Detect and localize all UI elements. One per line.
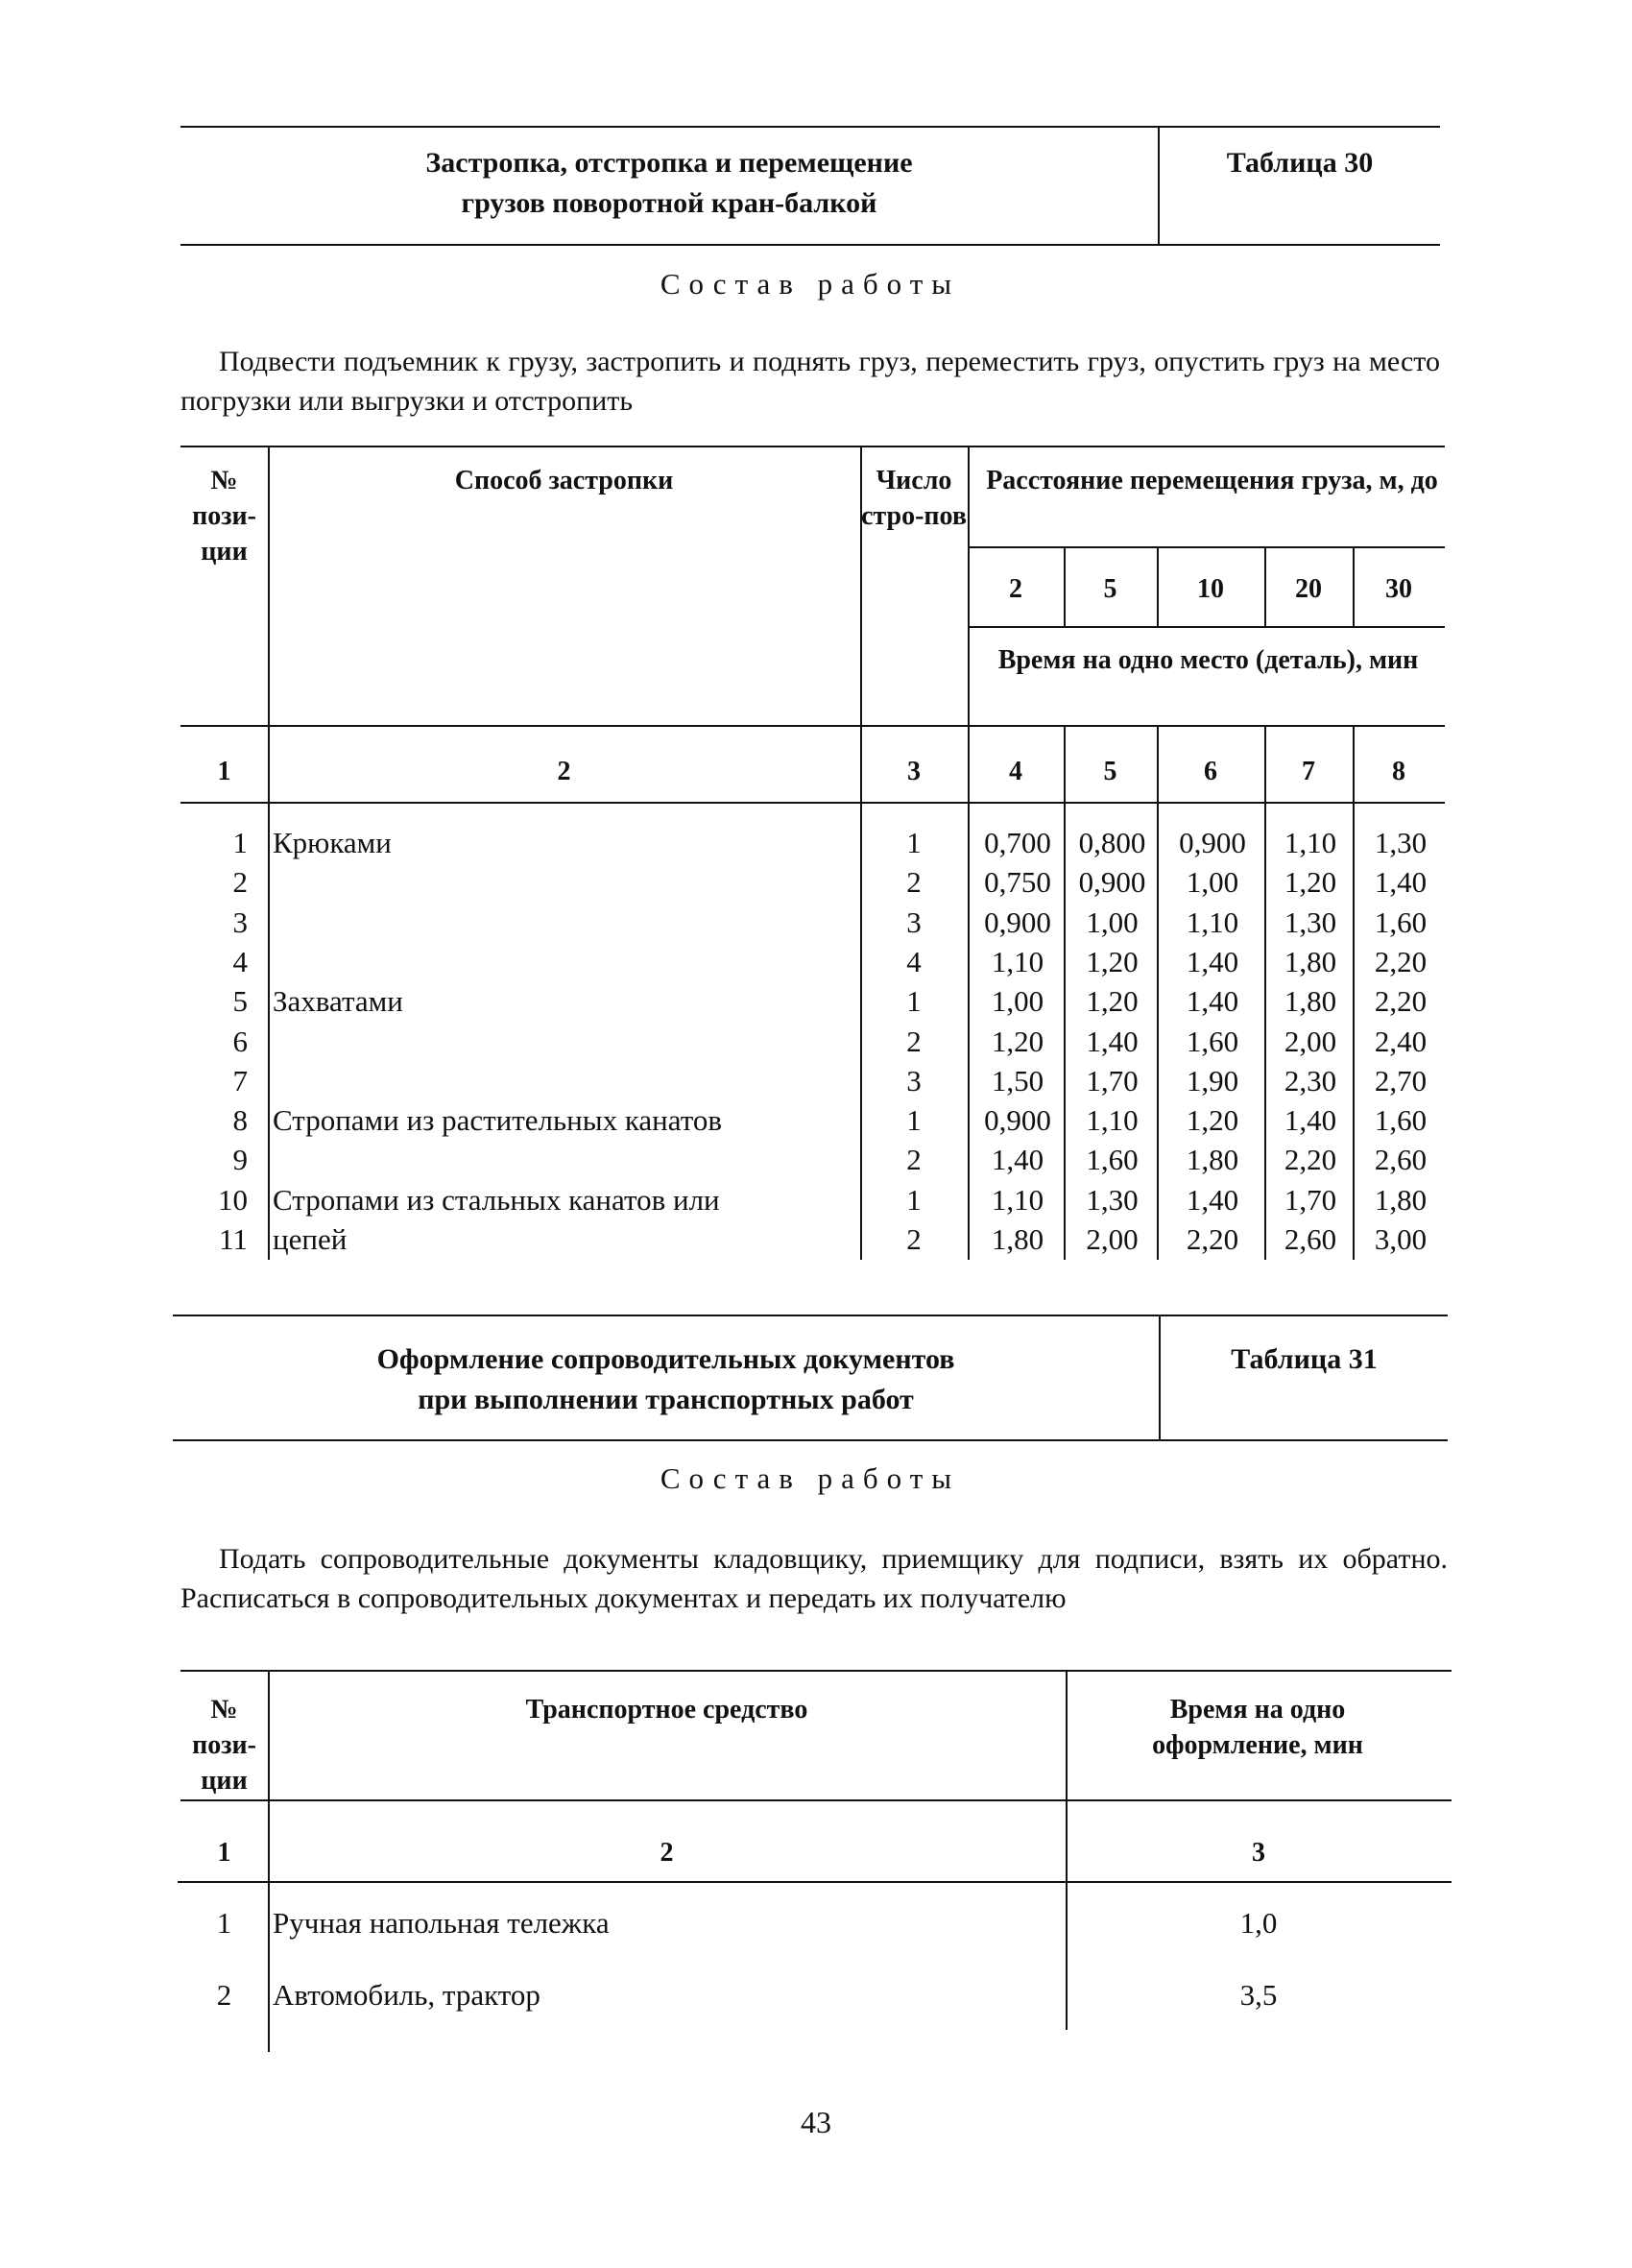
row-number: 9	[232, 1143, 248, 1177]
row-value: 1,70	[1284, 1182, 1337, 1217]
header-distance: Расстояние перемещения груза, м, до	[986, 466, 1438, 495]
row-value: 1,90	[1186, 1063, 1239, 1098]
row-method: Крюками	[273, 826, 392, 859]
row-number: 4	[232, 944, 248, 978]
row-value: 0,900	[984, 1103, 1051, 1138]
row-value: 1,80	[991, 1222, 1044, 1256]
column-number: 1	[217, 1838, 231, 1868]
row-vehicle: Ручная напольная тележка	[273, 1906, 610, 1940]
row-value: 1,30	[1284, 905, 1337, 939]
row-number: 7	[232, 1063, 248, 1098]
row-value: 0,900	[984, 905, 1051, 939]
row-slings: 3	[906, 905, 922, 939]
row-value: 2,20	[1186, 1222, 1239, 1256]
table30-section-heading: Состав работы	[660, 267, 961, 301]
row-value: 1,00	[1086, 905, 1139, 939]
table-rule	[180, 1799, 1452, 1801]
row-time: 3,5	[1239, 1978, 1278, 2012]
header-position: № пози-ции	[192, 466, 256, 567]
row-vehicle: Автомобиль, трактор	[273, 1978, 540, 2012]
row-time: 1,0	[1239, 1906, 1278, 1940]
row-value: 1,20	[1186, 1103, 1239, 1138]
header-distance-value: 2	[1009, 574, 1022, 604]
divider	[180, 244, 1440, 246]
table30-title-line2: грузов поворотной кран-балкой	[461, 187, 877, 219]
row-method: Стропами из растительных канатов	[273, 1103, 722, 1138]
header-vehicle: Транспортное средство	[525, 1695, 808, 1725]
row-value: 2,60	[1374, 1143, 1428, 1177]
row-value: 2,00	[1086, 1222, 1139, 1256]
divider	[173, 1315, 1448, 1316]
table31-section-heading: Состав работы	[660, 1461, 961, 1495]
row-value: 1,20	[1284, 865, 1337, 900]
header-slings: Число стро-пов	[861, 466, 967, 531]
row-value: 1,80	[1284, 944, 1337, 978]
row-value: 1,10	[1284, 826, 1337, 859]
row-value: 0,900	[1078, 865, 1146, 900]
row-number: 6	[232, 1024, 248, 1058]
row-number: 11	[219, 1222, 248, 1256]
row-value: 1,80	[1186, 1143, 1239, 1177]
row-value: 2,30	[1284, 1063, 1337, 1098]
column-number: 3	[907, 757, 921, 786]
table30-description: Подвести подъемник к грузу, застропить и поднять груз, переместить груз, опустить груз на место погрузки или выгрузки и отстропить	[180, 346, 1440, 417]
row-value: 2,20	[1284, 1143, 1337, 1177]
row-value: 1,20	[1086, 944, 1139, 978]
row-number: 1	[232, 826, 248, 859]
row-number: 2	[216, 1978, 232, 2012]
row-value: 2,60	[1284, 1222, 1337, 1256]
row-slings: 1	[906, 984, 922, 1019]
table-rule	[178, 1881, 1452, 1883]
column-number: 7	[1302, 757, 1315, 786]
row-slings: 2	[906, 1024, 922, 1058]
column-number: 8	[1392, 757, 1405, 786]
column-number: 2	[660, 1838, 674, 1868]
row-number: 8	[232, 1103, 248, 1138]
row-value: 1,70	[1086, 1063, 1139, 1098]
row-value: 1,50	[991, 1063, 1044, 1098]
table-rule	[968, 626, 1445, 628]
row-value: 1,10	[1186, 905, 1239, 939]
row-slings: 1	[906, 1103, 922, 1138]
column-number: 5	[1103, 757, 1117, 786]
row-method: Стропами из стальных канатов или	[273, 1182, 720, 1217]
table30-title-line1: Застропка, отстропка и перемещение	[425, 147, 913, 179]
row-value: 1,60	[1186, 1024, 1239, 1058]
table31-description: Подать сопроводительные документы кладовщику, приемщику для подписи, взять их обратно. Расписаться в сопроводительных документах и передать их получателю	[180, 1543, 1448, 1614]
row-slings: 1	[906, 1182, 922, 1217]
table-rule	[180, 1670, 1452, 1672]
row-value: 1,40	[1186, 944, 1239, 978]
row-value: 1,40	[1086, 1024, 1139, 1058]
row-value: 3,00	[1374, 1222, 1428, 1256]
row-value: 1,10	[1086, 1103, 1139, 1138]
header-method: Способ застропки	[454, 466, 674, 495]
row-value: 1,60	[1374, 1103, 1428, 1138]
row-value: 1,00	[991, 984, 1044, 1019]
row-number: 5	[232, 984, 248, 1019]
row-number: 2	[232, 865, 248, 900]
row-value: 1,60	[1374, 905, 1428, 939]
row-value: 1,20	[991, 1024, 1044, 1058]
column-number: 3	[1252, 1838, 1265, 1868]
header-time: Время на одно место (деталь), мин	[997, 645, 1419, 675]
row-number: 10	[218, 1182, 248, 1217]
row-value: 0,750	[984, 865, 1051, 900]
header-distance-value: 5	[1103, 574, 1117, 604]
header-position: № пози-ции	[192, 1695, 256, 1796]
column-number: 1	[217, 757, 231, 786]
header-distance-value: 30	[1385, 574, 1412, 604]
row-value: 1,30	[1086, 1182, 1139, 1217]
table-rule	[968, 546, 1445, 548]
row-value: 2,20	[1374, 944, 1428, 978]
row-number: 1	[216, 1906, 232, 1940]
header-time: Время на одно оформление, мин	[1152, 1695, 1363, 1760]
row-method: Захватами	[273, 984, 403, 1019]
row-value: 0,900	[1179, 826, 1246, 859]
row-method: цепей	[273, 1222, 348, 1256]
header-distance-value: 20	[1295, 574, 1322, 604]
row-value: 1,60	[1086, 1143, 1139, 1177]
row-value: 2,70	[1374, 1063, 1428, 1098]
row-slings: 2	[906, 1222, 922, 1256]
row-value: 1,20	[1086, 984, 1139, 1019]
row-value: 1,40	[1186, 984, 1239, 1019]
row-slings: 2	[906, 865, 922, 900]
row-value: 0,800	[1078, 826, 1146, 859]
table-rule	[180, 802, 1445, 804]
row-value: 1,80	[1284, 984, 1337, 1019]
header-distance-value: 10	[1197, 574, 1224, 604]
row-value: 1,00	[1186, 865, 1239, 900]
row-number: 3	[232, 905, 248, 939]
row-value: 0,700	[984, 826, 1051, 859]
table-rule	[180, 446, 1445, 447]
row-value: 1,40	[1284, 1103, 1337, 1138]
row-value: 2,00	[1284, 1024, 1337, 1058]
divider	[180, 126, 1440, 128]
row-slings: 3	[906, 1063, 922, 1098]
row-value: 1,30	[1374, 826, 1428, 859]
row-value: 1,40	[991, 1143, 1044, 1177]
row-slings: 1	[906, 826, 922, 859]
row-value: 1,40	[1374, 865, 1428, 900]
column-line	[268, 446, 270, 1260]
row-value: 1,80	[1374, 1182, 1428, 1217]
page-number: 43	[801, 2105, 831, 2139]
row-value: 2,40	[1374, 1024, 1428, 1058]
row-value: 1,10	[991, 1182, 1044, 1217]
row-value: 1,10	[991, 944, 1044, 978]
column-number: 4	[1009, 757, 1022, 786]
column-number: 2	[557, 757, 571, 786]
table31-title-line2: при выполнении транспортных работ	[418, 1384, 914, 1415]
divider	[173, 1439, 1448, 1441]
row-slings: 4	[906, 944, 922, 978]
row-value: 1,40	[1186, 1182, 1239, 1217]
row-slings: 2	[906, 1143, 922, 1177]
row-value: 2,20	[1374, 984, 1428, 1019]
table-rule	[180, 725, 1445, 727]
column-number: 6	[1204, 757, 1217, 786]
table31-title-line1: Оформление сопроводительных документов	[376, 1343, 955, 1375]
table31-label: Таблица 31	[1231, 1343, 1378, 1375]
table30-label: Таблица 30	[1226, 147, 1374, 179]
